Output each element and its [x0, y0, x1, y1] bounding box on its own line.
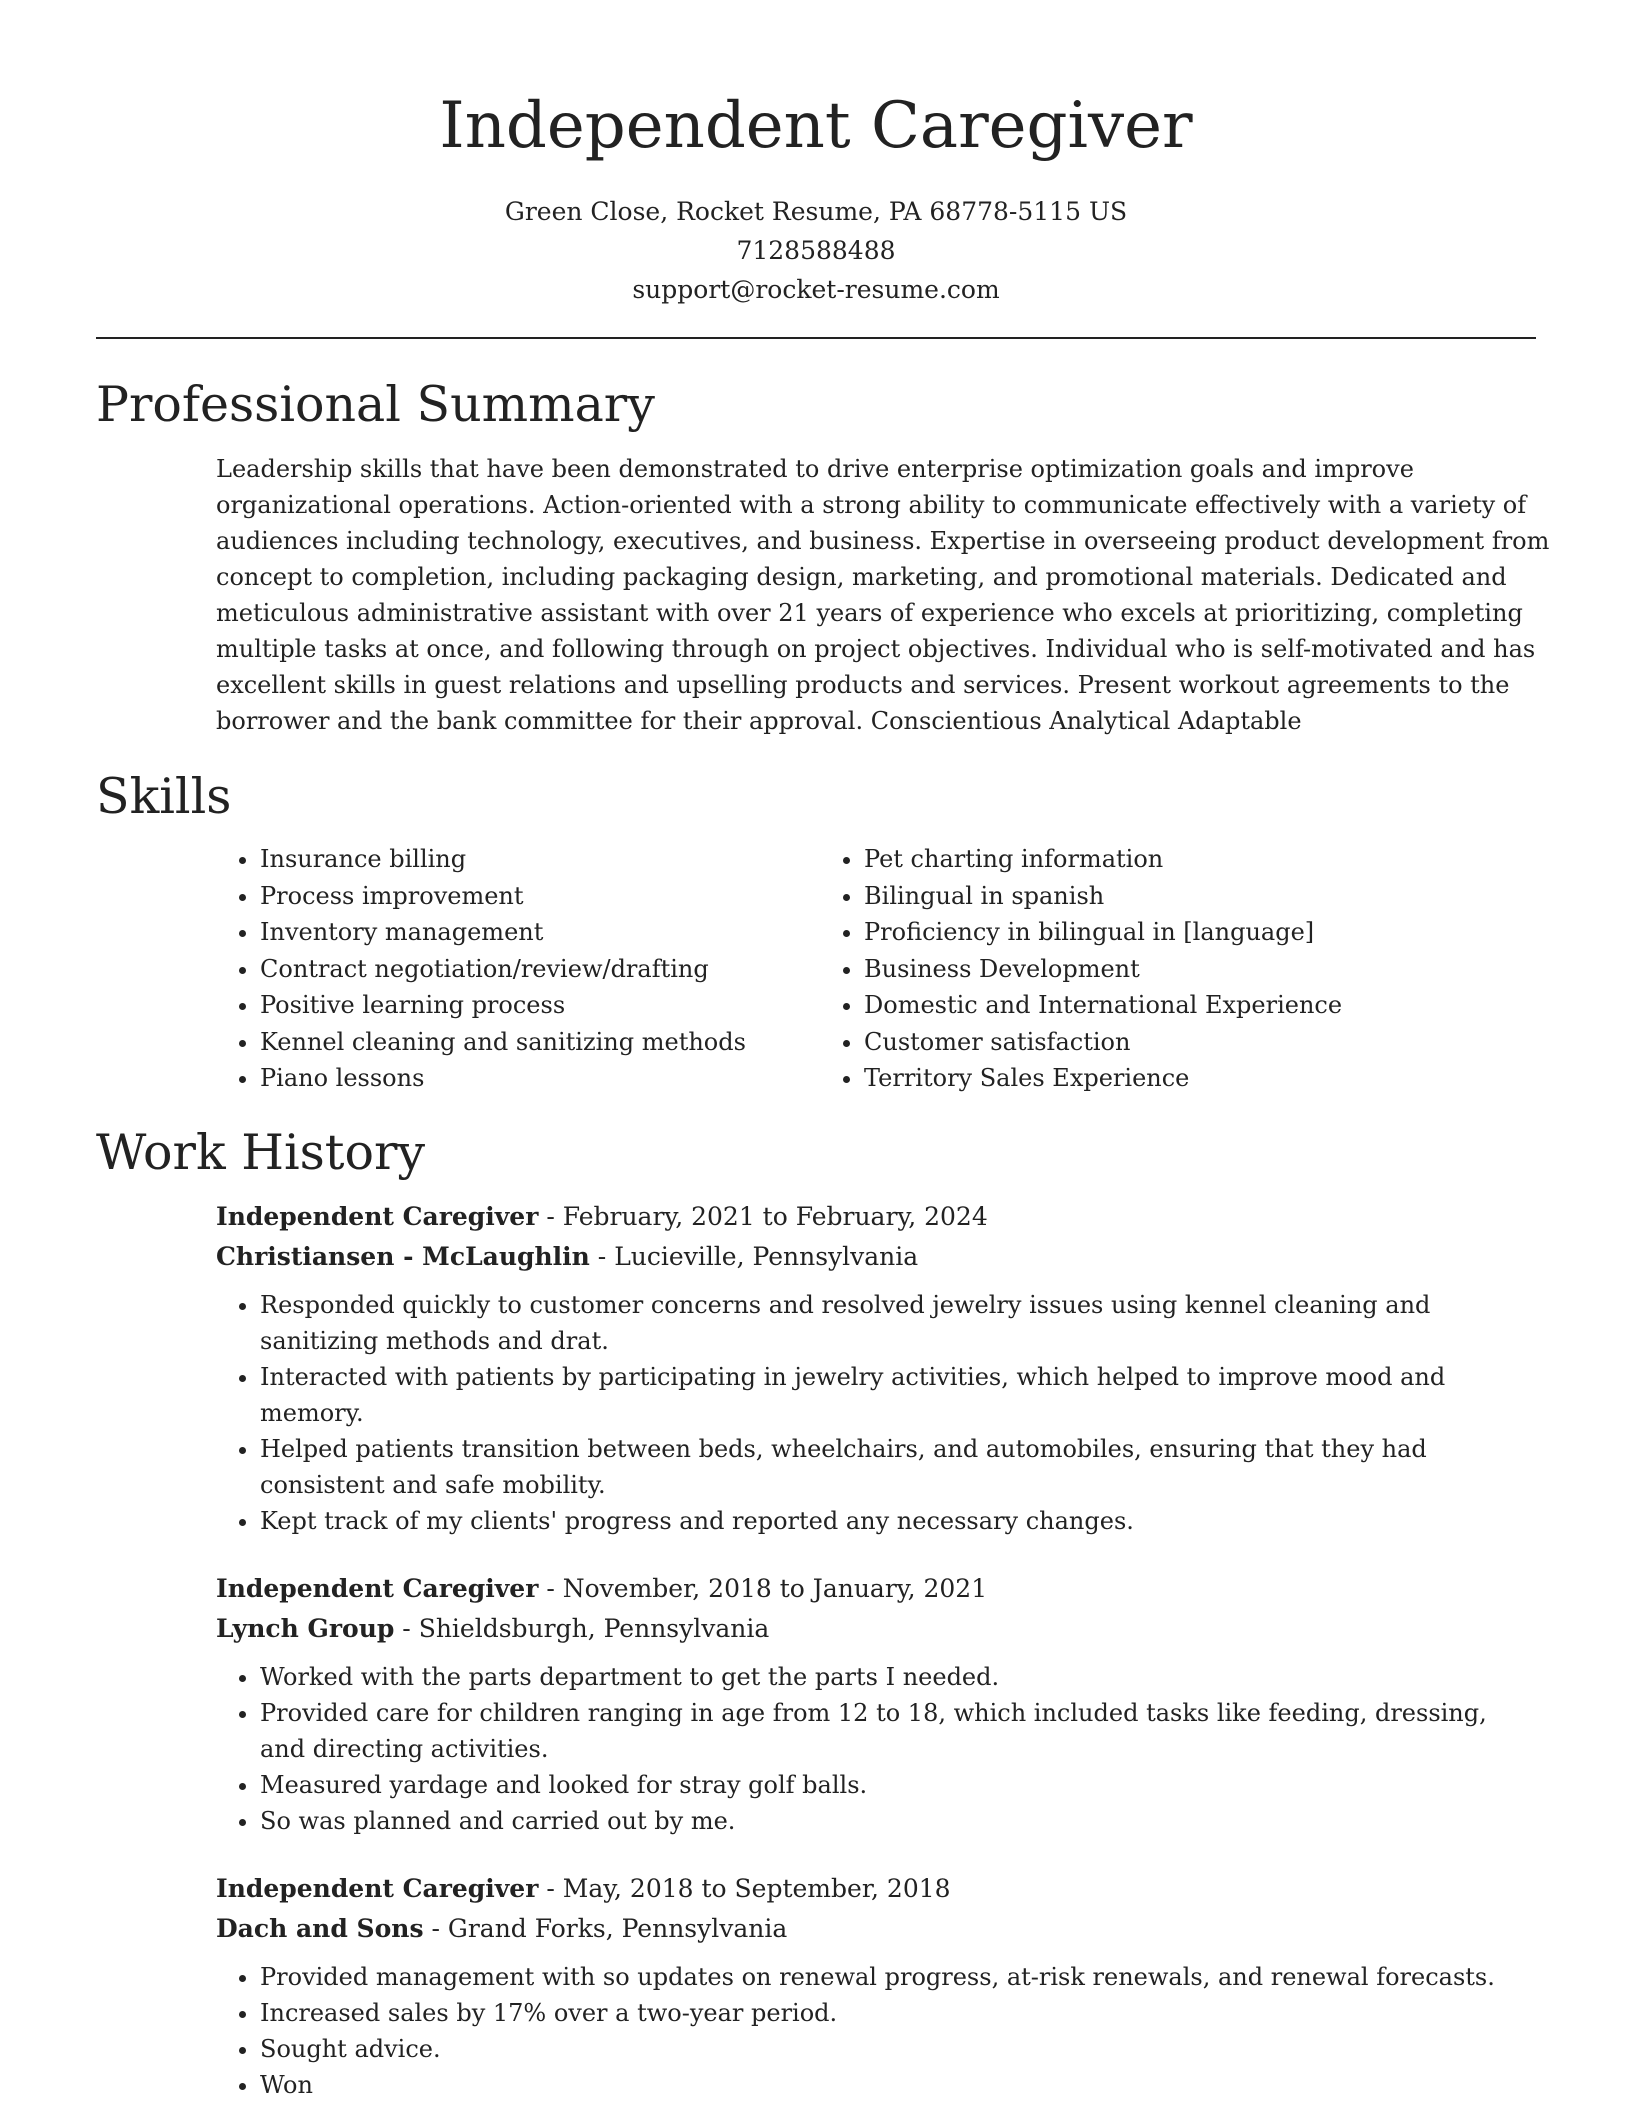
job-entry [216, 1869, 1536, 2103]
address: Green Close, Rocket Resume, PA 68778-5115 US [504, 197, 1128, 226]
skill-item: • Bilingual in spanish [864, 878, 1342, 915]
skills-heading: Skills [96, 768, 232, 825]
job-company-line [216, 1237, 1536, 1277]
skill-item: • Business Development [864, 951, 1342, 988]
job-dates: - May, 2018 to September, 2018 [538, 1873, 951, 1903]
skill-item: • Proficiency in bilingual in [language] [864, 914, 1342, 951]
job-duty: • Kept track of my clients' progress and reported any necessary changes. [260, 1503, 1536, 1539]
job-company: Christiansen - McLaughlin [216, 1241, 590, 1271]
job-dates: - February, 2021 to February, 2024 [538, 1201, 988, 1231]
job-location: - Grand Forks, Pennsylvania [423, 1913, 788, 1943]
job-role: Independent Caregiver [216, 1873, 539, 1903]
skill-item: • Inventory management [260, 914, 820, 951]
job-title-line [216, 1569, 1536, 1609]
job-duties [216, 1287, 1536, 1539]
job-location: - Shieldsburgh, Pennsylvania [394, 1613, 770, 1643]
skill-item: • Pet charting information [864, 841, 1342, 878]
job-role: Independent Caregiver [216, 1573, 539, 1603]
skills-list [216, 841, 1536, 1097]
header-divider [96, 337, 1536, 339]
job-company: Lynch Group [216, 1613, 395, 1643]
job-duty: • Provided management with so updates on renewal progress, at-risk renewals, and renewal forecasts. [260, 1959, 1536, 1995]
job-location: - Lucieville, Pennsylvania [589, 1241, 919, 1271]
job-title-line [216, 1197, 1536, 1237]
phone: 7128588488 [736, 236, 896, 265]
email: support@rocket-resume.com [632, 275, 1000, 304]
skill-item: • Positive learning process [260, 987, 820, 1024]
summary-text: Leadership skills that have been demonstrated to drive enterprise optimization goals and improve organizational operations. Action-oriented with a strong ability to communicate effectively with a variety of audiences including technology, executives, and business. Expertise in overseeing product development from concept to completion, including packaging design, marketing, and promotional materials. Dedicated and meticulous administrative assistant with over 21 years of experience who excels at prioritizing, completing multiple tasks at once, and following through on project objectives. Individual who is self-motivated and has excellent skills in guest relations and upselling products and services. Present workout agreements to the borrower and the bank committee for their approval. Conscientious Analytical Adaptable [216, 455, 1550, 735]
job-title-line [216, 1869, 1536, 1909]
skill-item: • Contract negotiation/review/drafting [260, 951, 820, 988]
skill-item: • Insurance billing [260, 841, 820, 878]
summary-heading: Professional Summary [96, 376, 655, 433]
contact-info [96, 192, 1536, 309]
job-duty: • Helped patients transition between beds, wheelchairs, and automobiles, ensuring that they had consistent and safe mobility. [260, 1431, 1536, 1503]
job-company: Dach and Sons [216, 1913, 424, 1943]
job-entry [216, 1569, 1536, 1839]
job-duty: • Won [260, 2067, 1536, 2103]
skill-item: • Customer satisfaction [864, 1024, 1342, 1061]
job-duty: • Provided care for children ranging in age from 12 to 18, which included tasks like feeding, dressing, and directing activities. [260, 1695, 1536, 1767]
job-dates: - November, 2018 to January, 2021 [538, 1573, 988, 1603]
job-company-line [216, 1609, 1536, 1649]
job-duty: • Worked with the parts department to get the parts I needed. [260, 1659, 1536, 1695]
job-entry [216, 1197, 1536, 1539]
job-role: Independent Caregiver [216, 1201, 539, 1231]
job-company-line [216, 1909, 1536, 1949]
job-duties [216, 1659, 1536, 1839]
skill-item: • Kennel cleaning and sanitizing methods [260, 1024, 820, 1061]
skills-column-right [820, 841, 1342, 1097]
skill-item: • Domestic and International Experience [864, 987, 1342, 1024]
job-duty: • Measured yardage and looked for stray golf balls. [260, 1767, 1536, 1803]
job-duty: • Sought advice. [260, 2031, 1536, 2067]
job-duties [216, 1959, 1536, 2103]
job-duty: • So was planned and carried out by me. [260, 1803, 1536, 1839]
job-duty: • Responded quickly to customer concerns and resolved jewelry issues using kennel cleaning and sanitizing methods and drat. [260, 1287, 1536, 1359]
job-duty: • Interacted with patients by participating in jewelry activities, which helped to improve mood and memory. [260, 1359, 1536, 1431]
skill-item: • Piano lessons [260, 1060, 820, 1097]
candidate-name: Independent Caregiver [439, 89, 1193, 163]
job-duty: • Increased sales by 17% over a two-year period. [260, 1995, 1536, 2031]
work-history-heading: Work History [96, 1123, 426, 1181]
skill-item: • Process improvement [260, 878, 820, 915]
skills-column-left [216, 841, 820, 1097]
skill-item: • Territory Sales Experience [864, 1060, 1342, 1097]
resume-header [96, 0, 1536, 309]
